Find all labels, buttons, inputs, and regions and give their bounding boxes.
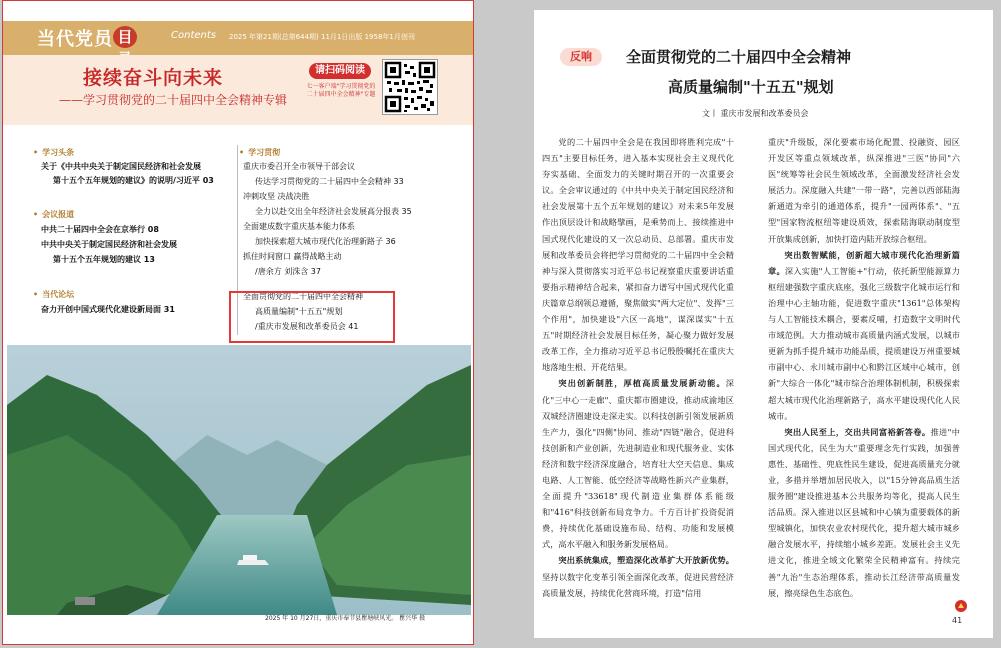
- issue-info: 2025 年第21期(总第644期) 11月1日出版 1958年1月创刊: [229, 33, 415, 41]
- masthead-banner: [3, 21, 473, 55]
- toc-entry-highlighted[interactable]: 高质量编制"十五五"规划: [255, 307, 343, 316]
- article-paragraph: 突出数智赋能，创新超大城市现代化治理新篇章。深入实施"人工智能+"行动，依托新型能源算力枢纽建强数字重庆底座，强化三级数字化城市运行和治理中心主轴功能，促进数字重庆"1361"总体架构与人工智能技术耦合，要素反哺，打造数字文明时代市域范例。大力推动城市高质量内涵式发展，以城市更新为抓手提升城市功能品质，提质建设万州重要城市副中心、永川城市副中心和黔江区域中心城市，创新"大综合一体化"城市综合治理体制机制，积极探索超大城市现代化治理新路子，高水平建设现代化人民城市。: [768, 249, 960, 421]
- toc-entry[interactable]: 奋力开创中国式现代化建设新局面 31: [41, 305, 175, 314]
- article-column-right: [768, 134, 960, 601]
- feature-headline: 接续奋斗向未来: [83, 67, 224, 89]
- toc-entry[interactable]: 全力以赴交出全年经济社会发展高分报表 35: [255, 207, 412, 216]
- article-paragraph: 突出系统集成，塑造深化改革扩大开放新优势。坚持以数字化变革引领全面深化改革，促进民营经济高质量发展，持续优化营商环境，打造"信用: [542, 555, 734, 598]
- toc-entry[interactable]: 重庆市委召开全市领导干部会议: [243, 162, 355, 171]
- magazine-title: 当代党员: [37, 29, 113, 50]
- page-number: 41: [952, 616, 963, 625]
- photo-caption: 2025 年 10 月27日，重庆市奉节县瞿塘峡风光。 瞿兴华 摄: [265, 615, 426, 622]
- toc-entry[interactable]: 第十五个五年规划的建议》的说明/习近平 03: [53, 176, 214, 185]
- feature-subhead: ——学习贯彻党的二十届四中全会精神专辑: [59, 93, 288, 107]
- article-column-left: [542, 134, 734, 601]
- toc-entry-highlighted[interactable]: /重庆市发展和改革委员会 41: [255, 322, 359, 331]
- article-author: 文丨 重庆市发展和改革委员会: [702, 109, 809, 118]
- article-title-line1: 全面贯彻党的二十届四中全会精神: [626, 48, 852, 66]
- toc-entry[interactable]: 加快探索超大城市现代化治理新路子 36: [255, 237, 396, 246]
- table-of-contents: [3, 125, 473, 345]
- mulu-badge: 目: [113, 26, 137, 48]
- toc-entry[interactable]: 中共二十届四中全会在京举行 08: [41, 225, 159, 234]
- toc-entry-highlighted[interactable]: 全面贯彻党的二十届四中全会精神: [243, 292, 363, 301]
- toc-section-heading: • 学习头条: [33, 147, 74, 158]
- party-emblem-icon: [954, 598, 968, 617]
- highlight-box: [229, 291, 395, 343]
- toc-entry[interactable]: 全面建成数字重庆基本能力体系: [243, 222, 355, 231]
- contents-label: Contents: [171, 30, 216, 41]
- toc-entry[interactable]: 冲刺攻坚 决战决胜: [243, 192, 310, 201]
- toc-entry[interactable]: /唐余方 刘洙含 37: [255, 267, 321, 276]
- article-paragraph: 重庆"升级版，深化要素市场化配置、投融资、园区开发区等重点领域改革，纵深推进"三医"协同"六医"统筹等社会民生领域改革，全面激发经济社会发展活力。深度融入共建"一带一路"，完善以西部陆海新通道为牵引的通道体系，提升"一园两体系"、"五型"国家物流枢纽等建设质效，探索陆海联动制度型开放集成创新，加快打造内陆开放综合枢纽。: [768, 137, 960, 244]
- qr-code-icon[interactable]: [382, 59, 438, 115]
- scan-to-read-button[interactable]: 请扫码阅读: [309, 63, 371, 79]
- toc-entry[interactable]: 传达学习贯彻党的二十届四中全会精神 33: [255, 177, 404, 186]
- toc-entry[interactable]: 第十五个五年规划的建议 13: [53, 255, 155, 264]
- article-paragraph: 党的二十届四中全会是在我国即将胜利完成"十四五"主要目标任务，进入基本实现社会主义现代化夯实基础、全面发力的关键时期召开的一次重要会议。全会审议通过的《中共中央关于制定国民经济和社会发展第十五个五年规划的建议》对未来5年发展作出顶层设计和战略擘画，是乘势而上、接续推进中国式现代化建设的又一次总动员、总部署。重庆市发展和改革委员会将把学习贯彻党的二十届四中全会精神与深入贯彻落实习近平总书记视察重庆重要讲话重要指示精神结合起来，紧扣奋力谱写中国式现代化重庆篇章总纲领总遵循，聚焦做实"两大定位"、发挥"三个作用"，加快建设"六区一高地"，谋深谋实"十五五"时期经济社会发展目标任务，凝心聚力做好发展改革工作，全力推动习近平总书记殷殷嘱托在重庆大地落地生根、开花结果。: [542, 137, 734, 373]
- landscape-photo: [7, 345, 471, 615]
- toc-section-heading: • 当代论坛: [33, 289, 74, 300]
- toc-entry[interactable]: 抓住时间窗口 赢得战略主动: [243, 252, 342, 261]
- article-tag: 反响: [560, 48, 602, 66]
- article-paragraph: 突出人民至上，交出共同富裕新答卷。推进"中国式现代化，民生为大"重要理念先行实践，加强普惠性、基础性、兜底性民生建设，促进高质量充分就业，多措并举增加居民收入，以"15分钟高品质生活服务圈"建设推进基本公共服务均等化，提高人民生活品质。深入推进以区县城和中心镇为重要载体的新型城镇化，加快农业农村现代化，提升超大城市城乡融合发展水平，持续缩小城乡差距。发展社会主义先进文化，推进全域文化繁荣全民精神富有。持续完善"九治"生态治理体系，推动长江经济带高质量发展，擦亮绿色生态底色。: [768, 426, 960, 598]
- scan-description: 七一客户端"学习贯彻党的二十届四中全会精神"专题: [306, 83, 376, 98]
- article-paragraph: 突出创新制胜，厚植高质量发展新动能。深化"三中心一走廊"、重庆都市圈建设，推动成渝地区双城经济圈建设走深走实。以科技创新引领发展新质生产力，强化"四侧"协同、推动"四链"融合，促进科技创新和产业创新，先进制造业和现代服务业、实体经济和数字经济深度融合，培育壮大空天信息、集成电路、人工智能、低空经济等战略性新兴产业集群，全面提升"33618"现代制造业集群体系能级和"416"科技创新布局竞争力。千方百计扩投资促消费，持续优化基础设施布局、结构、功能和发展模式，高水平融入和服务新发展格局。: [542, 378, 734, 550]
- right-page: [534, 10, 993, 638]
- feature-box: [3, 55, 473, 125]
- toc-entry[interactable]: 关于《中共中央关于制定国民经济和社会发展: [41, 162, 201, 171]
- article-title-line2: 高质量编制"十五五"规划: [668, 78, 834, 96]
- toc-entry[interactable]: 中共中央关于制定国民经济和社会发展: [41, 240, 177, 249]
- left-page: [2, 0, 474, 645]
- toc-section-heading: • 学习贯彻: [239, 147, 280, 158]
- toc-section-heading: • 会议报道: [33, 209, 74, 220]
